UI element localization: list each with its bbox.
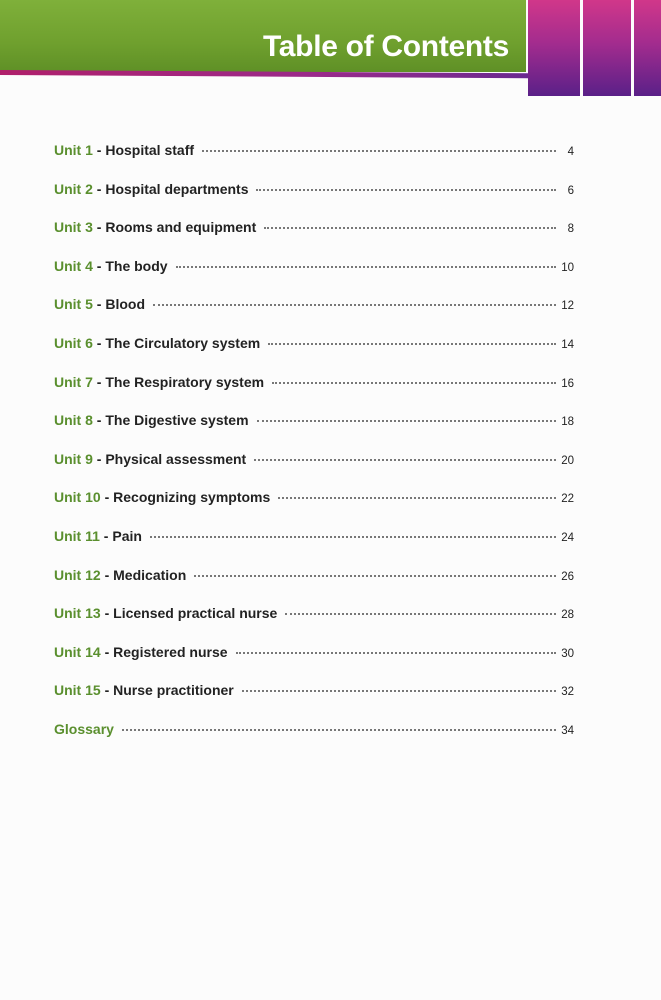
decor-block: [583, 0, 631, 96]
toc-page-number: 16: [561, 377, 574, 390]
toc-unit-number: Unit 2: [54, 180, 93, 197]
toc-entry[interactable]: [54, 219, 574, 258]
toc-entry[interactable]: [54, 682, 574, 721]
toc-entry[interactable]: [54, 721, 574, 760]
toc-unit-number: Unit 3: [54, 219, 93, 236]
toc-unit-number: Unit 5: [54, 296, 93, 313]
toc-page-number: 30: [561, 647, 574, 660]
toc-title: Physical assessment: [105, 450, 247, 467]
toc-dot-leader: [236, 652, 556, 654]
toc-separator: -: [92, 142, 106, 158]
toc-dot-leader: [268, 343, 556, 345]
toc-unit-number: Unit 11: [54, 527, 100, 544]
toc-page-number: 34: [561, 724, 574, 737]
toc-unit-number: Unit 1: [54, 142, 93, 158]
toc-entry[interactable]: [54, 258, 574, 297]
toc-separator: -: [92, 180, 106, 197]
toc-page-number: 10: [561, 261, 574, 274]
toc-separator: -: [100, 643, 114, 660]
toc-dot-leader: [272, 382, 556, 384]
toc-page-number: 12: [561, 300, 574, 313]
toc-entry[interactable]: [54, 528, 574, 567]
toc-title: Recognizing symptoms: [113, 489, 271, 506]
toc-page-number: 24: [561, 531, 574, 544]
toc-page-number: 26: [561, 570, 574, 583]
toc-title: The Digestive system: [105, 412, 249, 429]
toc-unit-number: Unit 4: [54, 257, 93, 274]
toc-page-number: 4: [567, 146, 574, 158]
toc-separator: -: [92, 450, 106, 467]
toc-title: Hospital staff: [105, 142, 195, 158]
toc-page-number: 18: [561, 416, 574, 429]
toc-separator: -: [100, 682, 114, 699]
toc-unit-number: Unit 13: [54, 605, 101, 622]
toc-dot-leader: [257, 420, 556, 422]
table-of-contents: [54, 142, 574, 760]
toc-title: Nurse practitioner: [113, 682, 234, 699]
toc-entry[interactable]: [54, 412, 574, 451]
toc-dot-leader: [176, 266, 556, 268]
toc-dot-leader: [122, 729, 556, 731]
toc-entry[interactable]: [54, 374, 574, 413]
toc-title: Registered nurse: [113, 643, 228, 660]
toc-page-number: 6: [567, 184, 574, 197]
toc-unit-number: Unit 7: [54, 373, 93, 390]
toc-title: The Respiratory system: [105, 373, 265, 390]
toc-separator: -: [92, 334, 106, 351]
toc-separator: -: [92, 257, 106, 274]
toc-page-number: 32: [561, 686, 574, 699]
toc-dot-leader: [194, 575, 556, 577]
toc-title: Blood: [105, 296, 145, 313]
decor-block: [634, 0, 661, 96]
toc-dot-leader: [285, 613, 556, 615]
toc-unit-number: Glossary: [54, 720, 114, 737]
toc-title: Pain: [112, 527, 142, 544]
toc-separator: -: [92, 219, 106, 236]
toc-unit-number: Unit 15: [54, 682, 101, 699]
toc-dot-leader: [256, 189, 556, 191]
toc-dot-leader: [278, 497, 556, 499]
toc-entry[interactable]: [54, 644, 574, 683]
toc-title: The body: [105, 257, 168, 274]
toc-unit-number: Unit 12: [54, 566, 101, 583]
toc-entry[interactable]: [54, 451, 574, 490]
toc-separator: -: [100, 605, 114, 622]
toc-title: The Circulatory system: [105, 334, 261, 351]
toc-entry[interactable]: [54, 567, 574, 606]
toc-title: Rooms and equipment: [105, 219, 257, 236]
toc-entry[interactable]: [54, 489, 574, 528]
toc-page-number: 28: [561, 609, 574, 622]
toc-separator: -: [92, 296, 106, 313]
toc-entry[interactable]: [54, 142, 574, 181]
toc-separator: -: [100, 489, 114, 506]
toc-dot-leader: [153, 304, 556, 306]
toc-entry[interactable]: [54, 181, 574, 220]
toc-page-number: 20: [561, 454, 574, 467]
toc-entry[interactable]: [54, 335, 574, 374]
toc-dot-leader: [202, 150, 556, 152]
toc-dot-leader: [242, 690, 556, 692]
toc-page-number: 22: [561, 493, 574, 506]
toc-page-number: 8: [567, 223, 574, 236]
toc-dot-leader: [150, 536, 556, 538]
toc-unit-number: Unit 8: [54, 412, 93, 429]
page-title: Table of Contents: [262, 30, 509, 63]
toc-page-number: 14: [561, 338, 574, 351]
toc-unit-number: Unit 10: [54, 489, 101, 506]
toc-separator: -: [92, 373, 106, 390]
toc-unit-number: Unit 14: [54, 643, 101, 660]
toc-title: Medication: [113, 566, 187, 583]
toc-entry[interactable]: [54, 296, 574, 335]
toc-dot-leader: [264, 227, 556, 229]
toc-separator: -: [99, 527, 113, 544]
toc-title: Hospital departments: [105, 180, 249, 197]
toc-separator: -: [92, 412, 106, 429]
toc-title: Licensed practical nurse: [113, 605, 278, 622]
toc-separator: -: [100, 566, 114, 583]
toc-unit-number: Unit 9: [54, 450, 93, 467]
toc-entry[interactable]: [54, 605, 574, 644]
toc-unit-number: Unit 6: [54, 334, 93, 351]
toc-dot-leader: [254, 459, 556, 461]
decor-block: [528, 0, 580, 96]
